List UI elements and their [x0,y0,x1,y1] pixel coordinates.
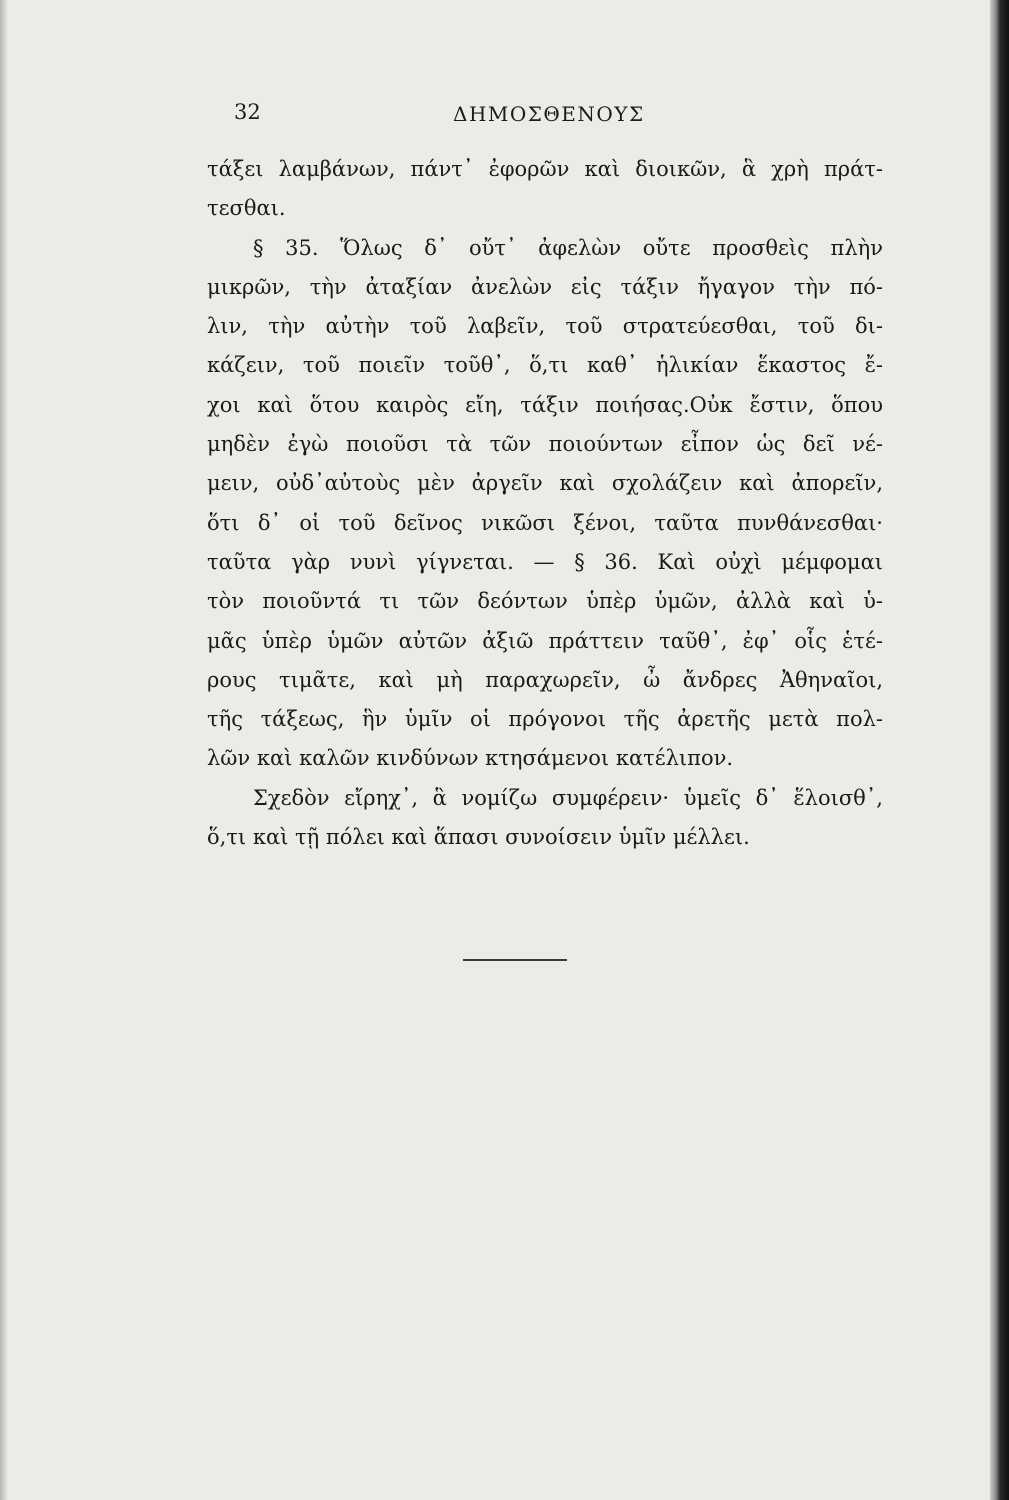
text-line: λιν, τὴν αὐτὴν τοῦ λαβεῖν, τοῦ στρατεύεσθαι, τοῦ δι- [207,314,883,339]
text-line: ὅ,τι καὶ τῇ πόλει καὶ ἅπασι συνοίσειν ὑμῖν μέλλει. [207,825,750,850]
page-number: 32 [234,100,261,124]
text-line: ὅτι δ᾽ οἱ τοῦ δεῖνος νικῶσι ξένοι, ταῦτα πυνθάνεσθαι· [207,510,883,535]
body-text [207,150,883,857]
text-line: τεσθαι. [207,196,286,221]
page-edge-shadow [990,0,1009,1500]
running-title: ΔΗΜΟΣΘΕΝΟΥΣ [453,102,645,126]
text-line: μηδὲν ἐγὼ ποιοῦσι τὰ τῶν ποιούντων εἶπον ὡς δεῖ νέ- [207,432,883,457]
text-line: τὸν ποιοῦντά τι τῶν δεόντων ὑπὲρ ὑμῶν, ἀλλὰ καὶ ὑ- [207,589,883,614]
text-line: κάζειν, τοῦ ποιεῖν τοῦθ᾽, ὅ,τι καθ᾽ ἡλικίαν ἕκαστος ἔ- [207,353,883,378]
text-line: λῶν καὶ καλῶν κινδύνων κτησάμενοι κατέλιπον. [207,746,734,771]
text-line: μᾶς ὑπὲρ ὑμῶν αὐτῶν ἀξιῶ πράττειν ταῦθ᾽, ἐφ᾽ οἷς ἑτέ- [207,628,883,653]
text-line: χοι καὶ ὅτου καιρὸς εἴη, τάξιν ποιήσας.Οὐκ ἔστιν, ὅπου [207,392,883,417]
text-line: τάξει λαμβάνων, πάντ᾽ ἐφορῶν καὶ διοικῶν, ἃ χρὴ πράτ- [207,157,883,181]
text-line: Σχεδὸν εἴρηχ᾽, ἃ νομίζω συμφέρειν· ὑμεῖς δ᾽ ἕλοισθ᾽, [253,785,883,810]
paragraph [207,229,883,779]
text-line: τῆς τάξεως, ἣν ὑμῖν οἱ πρόγονοι τῆς ἀρετῆς μετὰ πολ- [207,707,883,732]
paragraph [207,779,883,858]
text-line: ρους τιμᾶτε, καὶ μὴ παραχωρεῖν, ὦ ἄνδρες Ἀθηναῖοι, [207,667,883,692]
paragraph [207,150,883,229]
spine-shadow [0,0,8,1500]
end-rule [463,959,567,961]
text-line: ταῦτα γὰρ νυνὶ γίγνεται. — § 36. Καὶ οὐχὶ μέμφομαι [207,549,883,574]
running-head [0,100,990,130]
text-line: μειν, οὐδ᾽αὐτοὺς μὲν ἀργεῖν καὶ σχολάζειν καὶ ἀπορεῖν, [207,471,883,496]
text-line: § 35. Ὅλως δ᾽ οὔτ᾽ ἀφελὼν οὔτε προσθεὶς πλὴν [253,235,883,260]
text-line: μικρῶν, τὴν ἀταξίαν ἀνελὼν εἰς τάξιν ἤγαγον τὴν πό- [207,274,883,299]
